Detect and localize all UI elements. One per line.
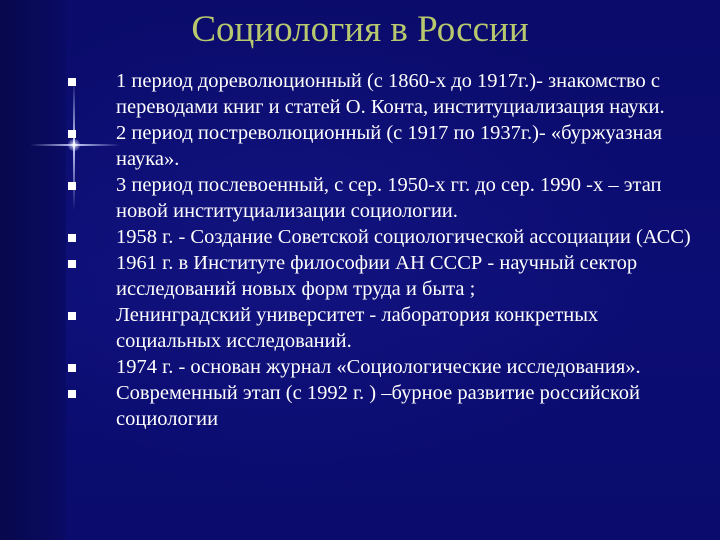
list-item [64,172,694,224]
list-item-text: 2 период постреволюционный (с 1917 по 1937г.)- «буржуазная наука». [116,122,663,170]
square-bullet-icon [68,234,76,242]
left-decorative-stripe [0,0,66,540]
list-item-text: 3 период послевоенный, с сер. 1950-х гг. до сер. 1990 -х – этап новой институциализации социологии. [116,174,662,222]
square-bullet-icon [68,130,76,138]
list-item-text: Современный этап (с 1992 г. ) –бурное развитие российской социологии [116,382,640,430]
list-item-text: 1974 г. - основан журнал «Социологические исследования». [116,356,641,378]
square-bullet-icon [68,182,76,190]
list-item-text: 1961 г. в Институте философии АН СССР - научный сектор исследований новых форм труда и быта ; [116,252,638,300]
list-item [64,68,694,120]
list-item [64,380,694,432]
bullet-list [64,68,694,432]
list-item [64,354,694,380]
list-item-text: Ленинградский университет - лаборатория конкретных социальных исследований. [116,304,599,352]
list-item [64,120,694,172]
square-bullet-icon [68,390,76,398]
square-bullet-icon [68,260,76,268]
list-item-text: 1 период дореволюционный (с 1860-х до 1917г.)- знакомство с переводами книг и статей О. Конта, институциализация науки. [116,70,665,118]
list-item-text: 1958 г. - Создание Советской социологической ассоциации (АСС) [116,226,691,248]
square-bullet-icon [68,78,76,86]
square-bullet-icon [68,312,76,320]
square-bullet-icon [68,364,76,372]
list-item [64,250,694,302]
list-item [64,224,694,250]
slide-title: Социология в России [191,9,529,50]
list-item [64,302,694,354]
